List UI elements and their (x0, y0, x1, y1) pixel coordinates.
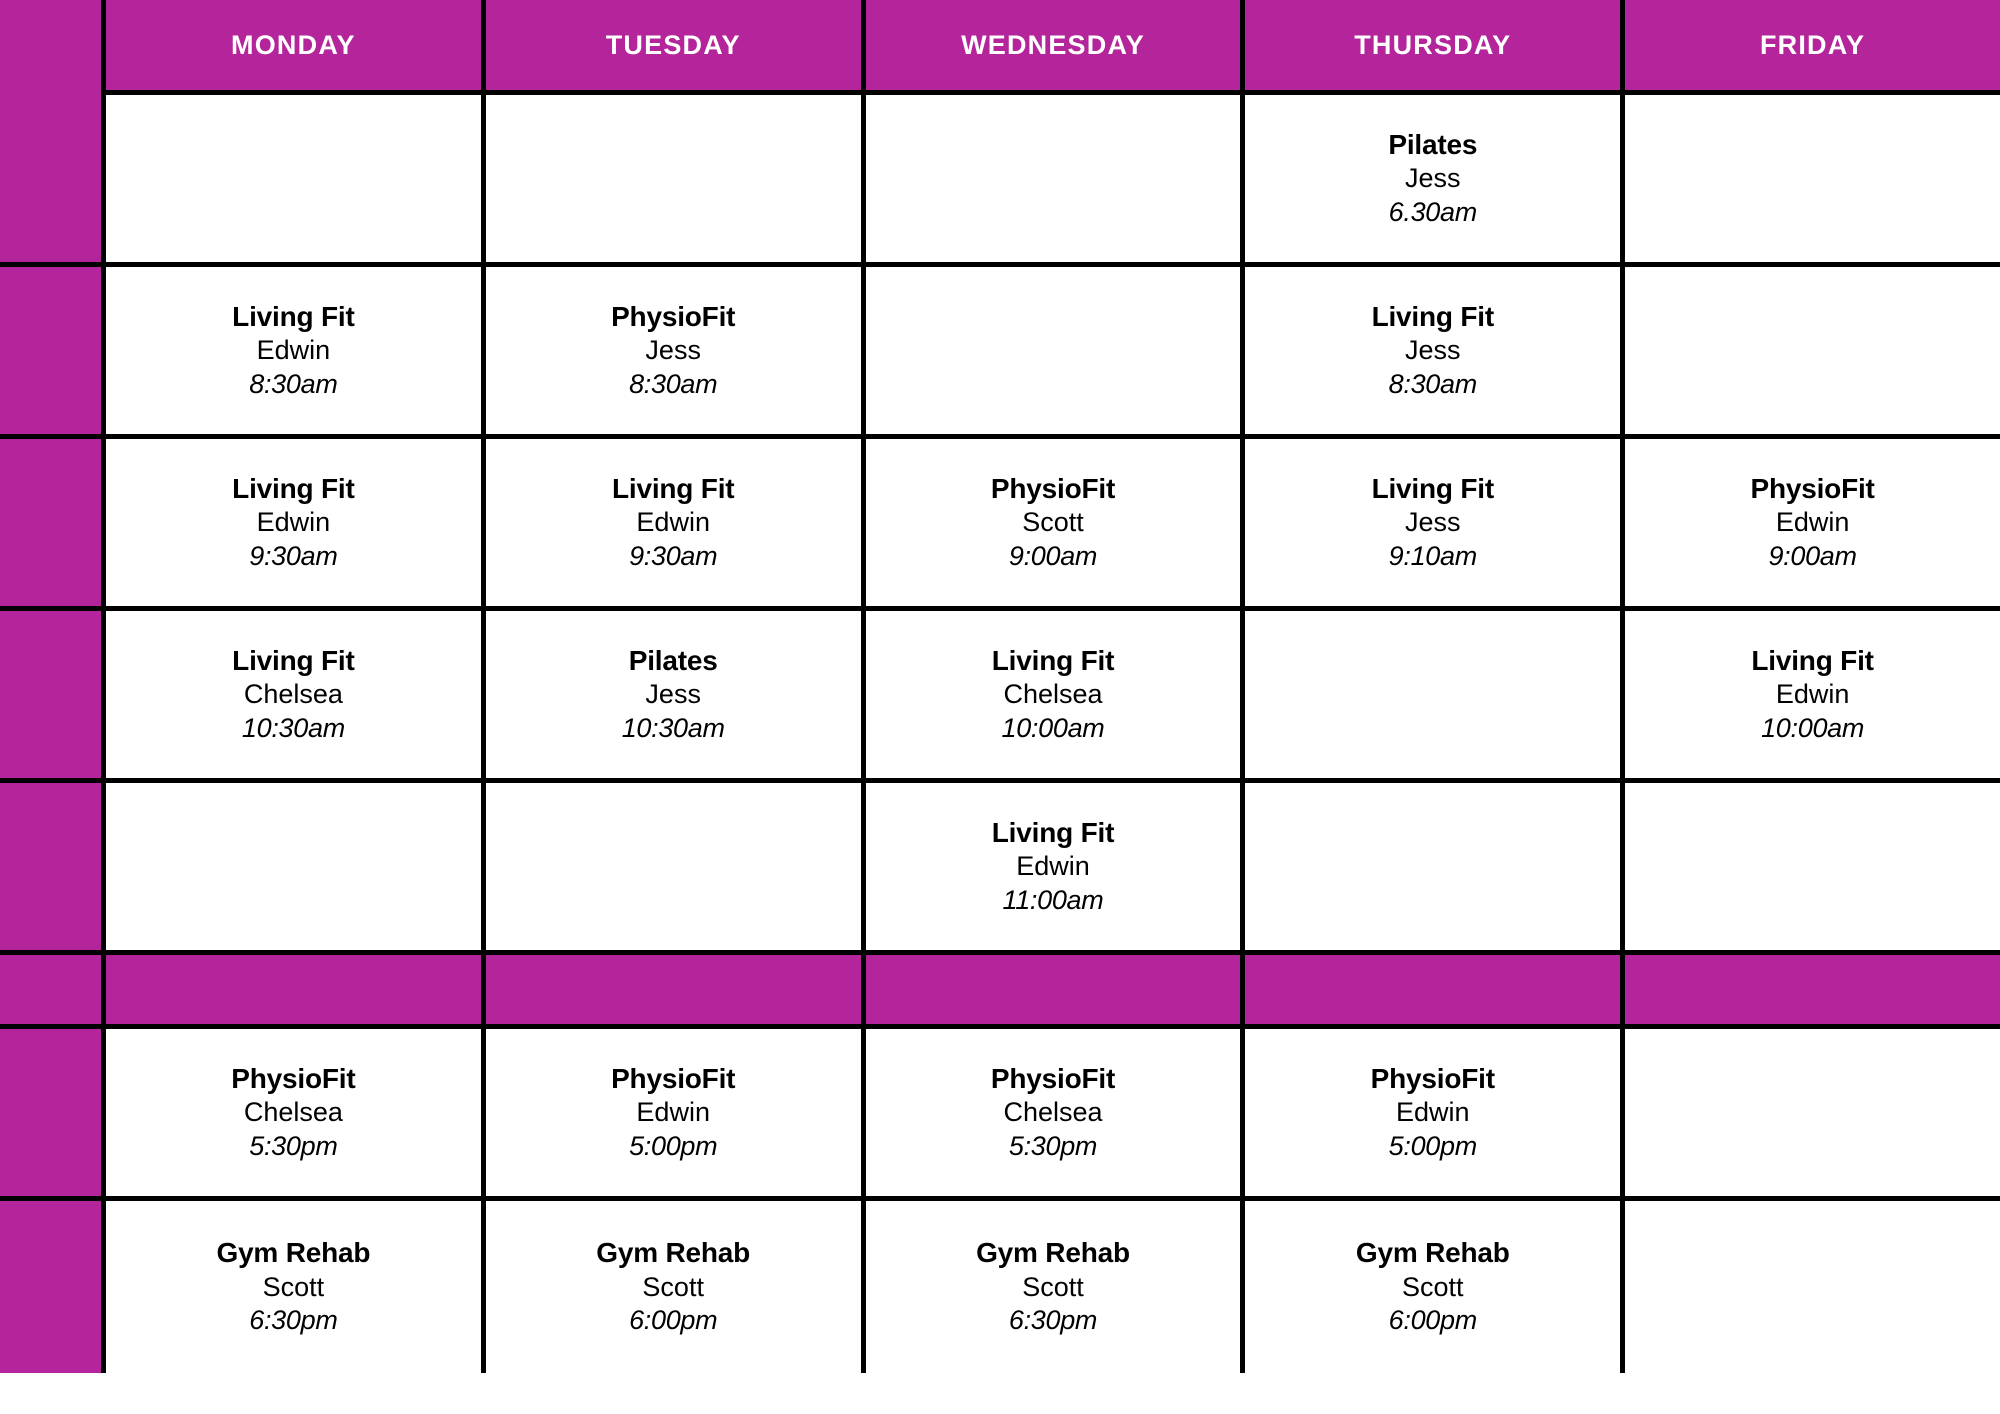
timetable-row (0, 95, 2000, 267)
class-cell[interactable] (1245, 1201, 1625, 1373)
class-cell[interactable] (1245, 267, 1625, 439)
class-cell[interactable] (866, 95, 1246, 267)
class-name: Living Fit (991, 644, 1115, 676)
class-cell[interactable] (866, 783, 1246, 955)
class-name: Pilates (628, 644, 718, 676)
break-cell (866, 955, 1246, 1029)
class-time: 10:30am (241, 712, 345, 743)
class-cell[interactable] (1625, 1201, 2000, 1373)
class-time: 8:30am (249, 368, 338, 399)
timetable-break-row (0, 955, 2000, 1029)
class-cell[interactable] (106, 1201, 486, 1373)
class-name: Living Fit (1751, 644, 1874, 676)
class-cell[interactable] (866, 1029, 1246, 1201)
class-name: Living Fit (232, 300, 355, 332)
class-time: 5:00pm (1388, 1130, 1477, 1161)
class-name: Gym Rehab (976, 1237, 1130, 1269)
class-time: 10:00am (1761, 712, 1865, 743)
class-coach: Edwin (636, 507, 710, 538)
class-coach: Jess (1405, 335, 1461, 366)
class-coach: Chelsea (243, 679, 343, 710)
class-coach: Edwin (636, 1097, 710, 1128)
class-time: 9:10am (1388, 540, 1477, 571)
day-header-label: MONDAY (231, 29, 356, 60)
class-time: 10:00am (1001, 712, 1105, 743)
class-name: Living Fit (991, 816, 1115, 848)
class-cell[interactable] (106, 267, 486, 439)
class-time: 11:00am (1002, 884, 1104, 915)
class-coach: Jess (645, 335, 701, 366)
class-name: Pilates (1388, 128, 1478, 160)
class-time: 5:00pm (629, 1130, 718, 1161)
class-coach: Edwin (1016, 851, 1090, 882)
class-cell[interactable] (1245, 439, 1625, 611)
class-coach: Chelsea (1003, 679, 1103, 710)
class-cell[interactable] (486, 611, 866, 783)
day-header-monday (106, 0, 486, 95)
time-column-cell (0, 1201, 106, 1373)
break-spacer (112, 959, 475, 1020)
class-coach: Scott (642, 1271, 704, 1302)
class-name: PhysioFit (1370, 1062, 1495, 1094)
class-coach: Edwin (1775, 507, 1850, 538)
class-cell[interactable] (866, 439, 1246, 611)
time-column-cell (0, 439, 106, 611)
timetable-row (0, 1201, 2000, 1373)
timetable-header-row (0, 0, 2000, 95)
class-coach: Edwin (1396, 1097, 1470, 1128)
class-coach: Jess (1405, 163, 1461, 194)
timetable-row (0, 611, 2000, 783)
time-column-header (0, 0, 106, 95)
class-time: 9:30am (629, 540, 718, 571)
class-cell[interactable] (486, 95, 866, 267)
class-name: Gym Rehab (216, 1237, 371, 1269)
class-cell[interactable] (1245, 783, 1625, 955)
time-column-cell (0, 95, 106, 267)
class-time: 6.30am (1388, 196, 1477, 227)
class-coach: Scott (1022, 1271, 1084, 1302)
class-name: Living Fit (611, 472, 735, 504)
class-cell[interactable] (1625, 95, 2000, 267)
class-cell[interactable] (1625, 439, 2000, 611)
break-spacer (492, 959, 855, 1020)
day-header-label: TUESDAY (605, 29, 741, 60)
timetable-row (0, 1029, 2000, 1201)
class-time: 9:00am (1768, 540, 1857, 571)
class-name: PhysioFit (611, 1062, 736, 1094)
class-cell[interactable] (1625, 611, 2000, 783)
time-column-cell (0, 267, 106, 439)
class-cell[interactable] (1245, 611, 1625, 783)
timetable-row (0, 267, 2000, 439)
time-column-cell (0, 955, 106, 1029)
class-time: 8:30am (629, 368, 718, 399)
class-cell[interactable] (106, 95, 486, 267)
class-cell[interactable] (1245, 1029, 1625, 1201)
day-header-wednesday (866, 0, 1246, 95)
break-cell (486, 955, 866, 1029)
day-header-label: FRIDAY (1759, 29, 1866, 60)
class-cell[interactable] (486, 267, 866, 439)
class-cell[interactable] (1625, 783, 2000, 955)
class-name: PhysioFit (990, 1062, 1116, 1094)
class-name: PhysioFit (231, 1062, 356, 1094)
class-time: 6:00pm (629, 1305, 718, 1336)
class-time: 6:00pm (1388, 1305, 1477, 1336)
class-name: Living Fit (1371, 300, 1494, 332)
class-cell[interactable] (1625, 267, 2000, 439)
class-cell[interactable] (106, 783, 486, 955)
time-column-cell (0, 783, 106, 955)
class-name: Living Fit (1371, 472, 1494, 504)
class-time: 5:30pm (249, 1130, 338, 1161)
timetable-row (0, 783, 2000, 955)
class-cell[interactable] (106, 611, 486, 783)
time-column-cell (0, 611, 106, 783)
time-column-cell (0, 1029, 106, 1201)
class-time: 9:30am (249, 540, 338, 571)
class-cell[interactable] (1625, 1029, 2000, 1201)
class-coach: Jess (1405, 507, 1461, 538)
break-cell (1625, 955, 2000, 1029)
break-cell (106, 955, 486, 1029)
class-name: Gym Rehab (1355, 1237, 1510, 1269)
timetable-row (0, 439, 2000, 611)
class-name: Living Fit (232, 644, 355, 676)
class-coach: Edwin (256, 335, 331, 366)
class-cell[interactable] (866, 267, 1246, 439)
day-header-tuesday (486, 0, 866, 95)
class-cell[interactable] (486, 783, 866, 955)
class-time: 5:30pm (1008, 1130, 1098, 1161)
class-cell[interactable] (486, 1201, 866, 1373)
class-name: PhysioFit (1750, 472, 1875, 504)
class-cell[interactable] (486, 439, 866, 611)
class-cell[interactable] (106, 1029, 486, 1201)
class-time: 6:30pm (1008, 1305, 1098, 1336)
class-coach: Scott (262, 1271, 325, 1302)
class-time: 6:30pm (249, 1305, 338, 1336)
break-spacer (872, 959, 1235, 1020)
class-time: 8:30am (1388, 368, 1477, 399)
class-coach: Jess (645, 679, 701, 710)
break-spacer (1631, 959, 1994, 1020)
class-time: 9:00am (1008, 540, 1098, 571)
class-cell[interactable] (106, 439, 486, 611)
break-spacer (1251, 959, 1614, 1020)
class-coach: Scott (1402, 1271, 1464, 1302)
class-cell[interactable] (1245, 95, 1625, 267)
class-name: PhysioFit (611, 300, 736, 332)
class-name: Living Fit (232, 472, 355, 504)
class-name: Gym Rehab (596, 1237, 751, 1269)
class-coach: Chelsea (243, 1097, 343, 1128)
break-cell (1245, 955, 1625, 1029)
day-header-label: WEDNESDAY (961, 29, 1145, 60)
day-header-thursday (1245, 0, 1625, 95)
day-header-friday (1625, 0, 2000, 95)
class-cell[interactable] (486, 1029, 866, 1201)
class-time: 10:30am (621, 712, 725, 743)
day-header-label: THURSDAY (1354, 29, 1512, 60)
class-coach: Scott (1022, 507, 1084, 538)
class-coach: Chelsea (1003, 1097, 1103, 1128)
class-coach: Edwin (256, 507, 331, 538)
class-name: PhysioFit (990, 472, 1116, 504)
class-coach: Edwin (1775, 679, 1850, 710)
class-cell[interactable] (866, 1201, 1246, 1373)
class-cell[interactable] (866, 611, 1246, 783)
